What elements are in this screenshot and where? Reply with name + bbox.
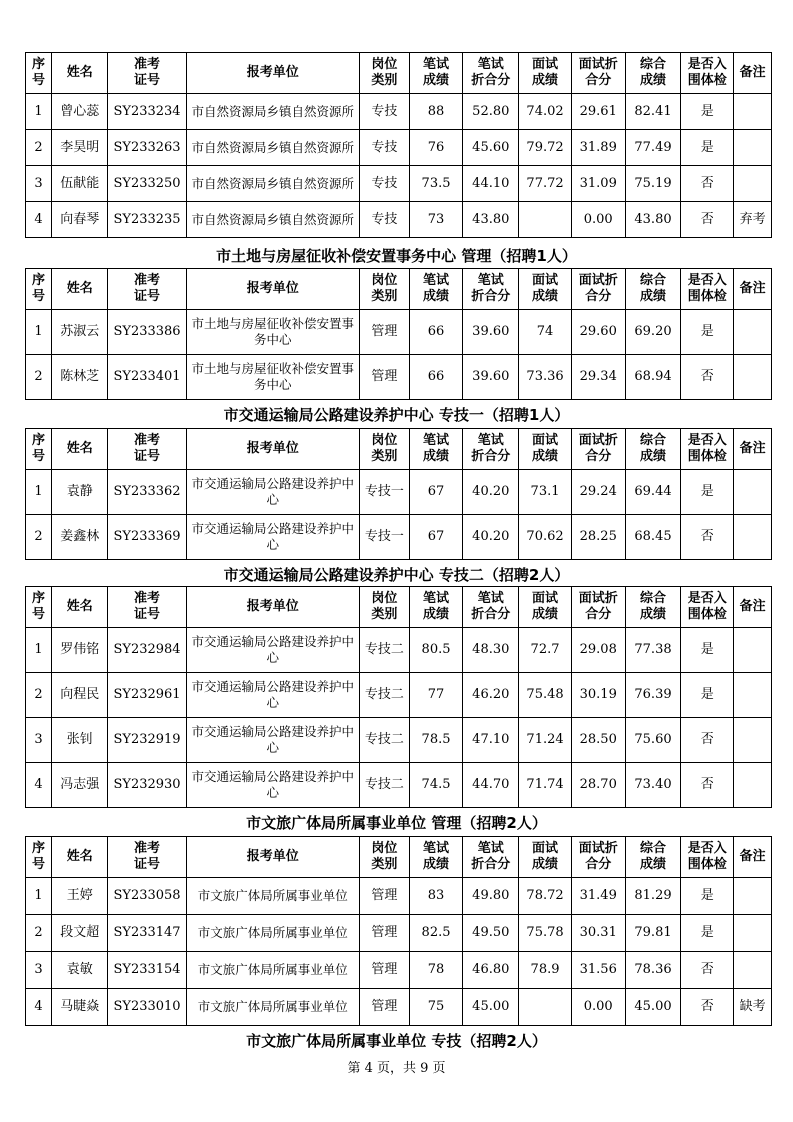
post-type: 专技一 [359,470,409,515]
candidate-name: 伍献能 [52,166,108,202]
post-type: 管理 [359,989,409,1026]
table-row [26,166,772,202]
col-written: 笔试 成绩 [409,429,462,470]
interview-converted: 29.61 [571,94,625,130]
table-row [26,718,772,763]
col-post-type: 岗位 类别 [359,837,409,878]
total-score: 77.49 [625,130,680,166]
interview-score: 74.02 [519,94,571,130]
exam-id: SY233369 [108,515,186,560]
col-unit: 报考单位 [186,269,359,310]
applied-unit: 市土地与房屋征收补偿安置事务中心 [186,355,359,400]
col-post-type: 岗位 类别 [359,587,409,628]
table-row [26,952,772,989]
row-no: 2 [26,355,52,400]
applied-unit: 市自然资源局乡镇自然资源所 [186,166,359,202]
written-score: 76 [409,130,462,166]
post-type: 管理 [359,915,409,952]
row-no: 4 [26,989,52,1026]
total-score: 73.40 [625,763,680,808]
col-physical: 是否入 围体检 [681,53,734,94]
interview-converted: 30.19 [571,673,625,718]
physical-exam-status: 是 [681,94,734,130]
section-highway-tech1 [25,428,772,560]
table-row [26,989,772,1026]
written-converted: 49.50 [463,915,519,952]
candidate-name: 王婷 [52,878,108,915]
col-unit: 报考单位 [186,53,359,94]
candidate-name: 苏淑云 [52,310,108,355]
written-converted: 43.80 [463,202,519,238]
remark [734,915,772,952]
physical-exam-status: 是 [681,310,734,355]
candidate-name: 向程民 [52,673,108,718]
interview-score: 73.36 [519,355,571,400]
row-no: 4 [26,763,52,808]
written-score: 78 [409,952,462,989]
interview-converted: 28.25 [571,515,625,560]
candidate-name: 曾心蕊 [52,94,108,130]
score-table [25,52,772,238]
table-header-row [26,837,772,878]
interview-converted: 0.00 [571,989,625,1026]
total-score: 43.80 [625,202,680,238]
written-converted: 46.80 [463,952,519,989]
table-row [26,470,772,515]
row-no: 2 [26,673,52,718]
applied-unit: 市交通运输局公路建设养护中心 [186,763,359,808]
interview-converted: 28.50 [571,718,625,763]
col-interview-conv: 面试折 合分 [571,53,625,94]
exam-id: SY233010 [108,989,186,1026]
exam-id: SY233154 [108,952,186,989]
written-converted: 39.60 [463,310,519,355]
col-remark: 备注 [734,53,772,94]
written-score: 78.5 [409,718,462,763]
remark [734,628,772,673]
written-converted: 40.20 [463,470,519,515]
physical-exam-status: 否 [681,952,734,989]
col-total: 综合 成绩 [625,587,680,628]
interview-converted: 28.70 [571,763,625,808]
physical-exam-status: 否 [681,166,734,202]
applied-unit: 市交通运输局公路建设养护中心 [186,470,359,515]
row-no: 1 [26,310,52,355]
written-score: 82.5 [409,915,462,952]
col-remark: 备注 [734,837,772,878]
table-header-row [26,587,772,628]
exam-id: SY233235 [108,202,186,238]
remark [734,952,772,989]
col-name: 姓名 [52,837,108,878]
interview-score: 72.7 [519,628,571,673]
col-physical: 是否入 围体检 [681,587,734,628]
section-title-highway-tech1: 市交通运输局公路建设养护中心 专技一（招聘1人） [223,406,570,424]
applied-unit: 市交通运输局公路建设养护中心 [186,628,359,673]
written-score: 66 [409,310,462,355]
written-score: 80.5 [409,628,462,673]
post-type: 管理 [359,355,409,400]
candidate-name: 张钊 [52,718,108,763]
col-exam-id: 准考 证号 [108,269,186,310]
physical-exam-status: 是 [681,915,734,952]
row-no: 1 [26,94,52,130]
total-score: 68.45 [625,515,680,560]
row-no: 2 [26,130,52,166]
score-table [25,586,772,808]
post-type: 专技二 [359,763,409,808]
col-interview-conv: 面试折 合分 [571,837,625,878]
post-type: 管理 [359,878,409,915]
total-score: 45.00 [625,989,680,1026]
row-no: 4 [26,202,52,238]
col-written: 笔试 成绩 [409,53,462,94]
table-row [26,310,772,355]
col-physical: 是否入 围体检 [681,429,734,470]
table-row [26,355,772,400]
written-converted: 52.80 [463,94,519,130]
col-written: 笔试 成绩 [409,837,462,878]
col-name: 姓名 [52,587,108,628]
written-converted: 46.20 [463,673,519,718]
col-exam-id: 准考 证号 [108,53,186,94]
exam-id: SY233386 [108,310,186,355]
interview-score: 70.62 [519,515,571,560]
interview-score: 71.24 [519,718,571,763]
post-type: 专技 [359,94,409,130]
row-no: 1 [26,878,52,915]
total-score: 79.81 [625,915,680,952]
remark [734,673,772,718]
score-table [25,268,772,400]
interview-score [519,989,571,1026]
table-row [26,878,772,915]
written-score: 67 [409,515,462,560]
interview-converted: 29.34 [571,355,625,400]
interview-converted: 31.56 [571,952,625,989]
written-score: 77 [409,673,462,718]
applied-unit: 市文旅广体局所属事业单位 [186,915,359,952]
applied-unit: 市交通运输局公路建设养护中心 [186,673,359,718]
written-score: 83 [409,878,462,915]
applied-unit: 市自然资源局乡镇自然资源所 [186,202,359,238]
written-score: 75 [409,989,462,1026]
written-converted: 44.70 [463,763,519,808]
interview-converted: 31.49 [571,878,625,915]
physical-exam-status: 是 [681,878,734,915]
interview-score: 75.48 [519,673,571,718]
total-score: 82.41 [625,94,680,130]
remark [734,878,772,915]
remark [734,718,772,763]
total-score: 81.29 [625,878,680,915]
physical-exam-status: 否 [681,718,734,763]
remark [734,166,772,202]
interview-converted: 29.60 [571,310,625,355]
score-table [25,428,772,560]
applied-unit: 市土地与房屋征收补偿安置事务中心 [186,310,359,355]
written-converted: 39.60 [463,355,519,400]
interview-score: 74 [519,310,571,355]
physical-exam-status: 是 [681,673,734,718]
post-type: 管理 [359,310,409,355]
exam-id: SY233234 [108,94,186,130]
exam-id: SY232961 [108,673,186,718]
col-post-type: 岗位 类别 [359,53,409,94]
col-exam-id: 准考 证号 [108,429,186,470]
candidate-name: 李昊明 [52,130,108,166]
col-no: 序 号 [26,587,52,628]
col-interview-conv: 面试折 合分 [571,269,625,310]
physical-exam-status: 是 [681,470,734,515]
total-score: 76.39 [625,673,680,718]
col-interview: 面试 成绩 [519,269,571,310]
section-culture-management [25,836,772,1026]
col-post-type: 岗位 类别 [359,429,409,470]
col-name: 姓名 [52,53,108,94]
interview-score: 75.78 [519,915,571,952]
col-written-conv: 笔试 折合分 [463,269,519,310]
col-no: 序 号 [26,429,52,470]
table-header-row [26,429,772,470]
candidate-name: 向春琴 [52,202,108,238]
physical-exam-status: 是 [681,130,734,166]
interview-converted: 29.08 [571,628,625,673]
candidate-name: 马睫焱 [52,989,108,1026]
col-written: 笔试 成绩 [409,269,462,310]
section-title-culture-management: 市文旅广体局所属事业单位 管理（招聘2人） [246,814,547,832]
col-physical: 是否入 围体检 [681,837,734,878]
exam-id: SY233263 [108,130,186,166]
candidate-name: 冯志强 [52,763,108,808]
col-interview: 面试 成绩 [519,587,571,628]
col-physical: 是否入 围体检 [681,269,734,310]
row-no: 3 [26,166,52,202]
col-no: 序 号 [26,269,52,310]
written-score: 73.5 [409,166,462,202]
physical-exam-status: 否 [681,763,734,808]
col-name: 姓名 [52,429,108,470]
exam-id: SY232919 [108,718,186,763]
remark [734,130,772,166]
written-score: 66 [409,355,462,400]
page-footer: 第 4 页，共 9 页 [347,1061,446,1076]
post-type: 专技二 [359,673,409,718]
table-row [26,763,772,808]
col-interview: 面试 成绩 [519,53,571,94]
written-converted: 45.60 [463,130,519,166]
table-row [26,202,772,238]
col-total: 综合 成绩 [625,53,680,94]
interview-score: 73.1 [519,470,571,515]
section-highway-tech2 [25,586,772,808]
col-name: 姓名 [52,269,108,310]
col-remark: 备注 [734,587,772,628]
exam-id: SY233058 [108,878,186,915]
col-interview-conv: 面试折 合分 [571,429,625,470]
section-natural-resources [25,52,772,238]
interview-converted: 0.00 [571,202,625,238]
applied-unit: 市交通运输局公路建设养护中心 [186,718,359,763]
applied-unit: 市自然资源局乡镇自然资源所 [186,130,359,166]
row-no: 3 [26,952,52,989]
total-score: 75.19 [625,166,680,202]
col-written: 笔试 成绩 [409,587,462,628]
section-land-compensation [25,268,772,400]
physical-exam-status: 否 [681,989,734,1026]
table-row [26,94,772,130]
col-unit: 报考单位 [186,429,359,470]
table-row [26,915,772,952]
written-converted: 44.10 [463,166,519,202]
post-type: 管理 [359,952,409,989]
interview-score: 79.72 [519,130,571,166]
interview-score: 71.74 [519,763,571,808]
physical-exam-status: 否 [681,202,734,238]
written-converted: 47.10 [463,718,519,763]
col-written-conv: 笔试 折合分 [463,53,519,94]
total-score: 78.36 [625,952,680,989]
interview-converted: 31.09 [571,166,625,202]
candidate-name: 陈林芝 [52,355,108,400]
col-interview: 面试 成绩 [519,837,571,878]
col-exam-id: 准考 证号 [108,587,186,628]
table-row [26,673,772,718]
post-type: 专技 [359,202,409,238]
col-unit: 报考单位 [186,587,359,628]
candidate-name: 罗伟铭 [52,628,108,673]
col-remark: 备注 [734,269,772,310]
col-written-conv: 笔试 折合分 [463,429,519,470]
interview-converted: 30.31 [571,915,625,952]
remark [734,763,772,808]
col-total: 综合 成绩 [625,837,680,878]
col-no: 序 号 [26,837,52,878]
remark [734,470,772,515]
section-title-culture-tech: 市文旅广体局所属事业单位 专技（招聘2人） [246,1032,547,1050]
applied-unit: 市文旅广体局所属事业单位 [186,952,359,989]
written-score: 88 [409,94,462,130]
remark [734,355,772,400]
score-table [25,836,772,1026]
remark [734,515,772,560]
col-written-conv: 笔试 折合分 [463,587,519,628]
interview-score: 77.72 [519,166,571,202]
written-converted: 45.00 [463,989,519,1026]
col-interview: 面试 成绩 [519,429,571,470]
row-no: 3 [26,718,52,763]
col-unit: 报考单位 [186,837,359,878]
interview-converted: 31.89 [571,130,625,166]
applied-unit: 市文旅广体局所属事业单位 [186,878,359,915]
physical-exam-status: 否 [681,355,734,400]
row-no: 2 [26,915,52,952]
exam-id: SY233147 [108,915,186,952]
interview-converted: 29.24 [571,470,625,515]
col-remark: 备注 [734,429,772,470]
applied-unit: 市文旅广体局所属事业单位 [186,989,359,1026]
table-header-row [26,269,772,310]
written-score: 74.5 [409,763,462,808]
written-score: 73 [409,202,462,238]
candidate-name: 姜鑫林 [52,515,108,560]
exam-id: SY233250 [108,166,186,202]
col-total: 综合 成绩 [625,429,680,470]
row-no: 1 [26,470,52,515]
remark [734,310,772,355]
table-header-row [26,53,772,94]
post-type: 专技二 [359,628,409,673]
col-interview-conv: 面试折 合分 [571,587,625,628]
interview-score: 78.72 [519,878,571,915]
section-title-land-compensation: 市土地与房屋征收补偿安置事务中心 管理（招聘1人） [216,247,577,265]
col-total: 综合 成绩 [625,269,680,310]
total-score: 69.44 [625,470,680,515]
applied-unit: 市交通运输局公路建设养护中心 [186,515,359,560]
table-row [26,628,772,673]
written-converted: 48.30 [463,628,519,673]
post-type: 专技 [359,130,409,166]
interview-score: 78.9 [519,952,571,989]
exam-id: SY232930 [108,763,186,808]
written-converted: 40.20 [463,515,519,560]
exam-id: SY233362 [108,470,186,515]
exam-id: SY232984 [108,628,186,673]
physical-exam-status: 是 [681,628,734,673]
written-score: 67 [409,470,462,515]
total-score: 77.38 [625,628,680,673]
table-row [26,130,772,166]
physical-exam-status: 否 [681,515,734,560]
written-converted: 49.80 [463,878,519,915]
candidate-name: 段文超 [52,915,108,952]
section-title-highway-tech2: 市交通运输局公路建设养护中心 专技二（招聘2人） [223,566,570,584]
total-score: 69.20 [625,310,680,355]
remark [734,94,772,130]
total-score: 75.60 [625,718,680,763]
row-no: 2 [26,515,52,560]
row-no: 1 [26,628,52,673]
col-no: 序 号 [26,53,52,94]
remark: 弃考 [734,202,772,238]
interview-score [519,202,571,238]
total-score: 68.94 [625,355,680,400]
col-exam-id: 准考 证号 [108,837,186,878]
table-row [26,515,772,560]
post-type: 专技 [359,166,409,202]
remark: 缺考 [734,989,772,1026]
exam-id: SY233401 [108,355,186,400]
col-post-type: 岗位 类别 [359,269,409,310]
candidate-name: 袁敏 [52,952,108,989]
applied-unit: 市自然资源局乡镇自然资源所 [186,94,359,130]
post-type: 专技二 [359,718,409,763]
candidate-name: 袁静 [52,470,108,515]
col-written-conv: 笔试 折合分 [463,837,519,878]
post-type: 专技一 [359,515,409,560]
